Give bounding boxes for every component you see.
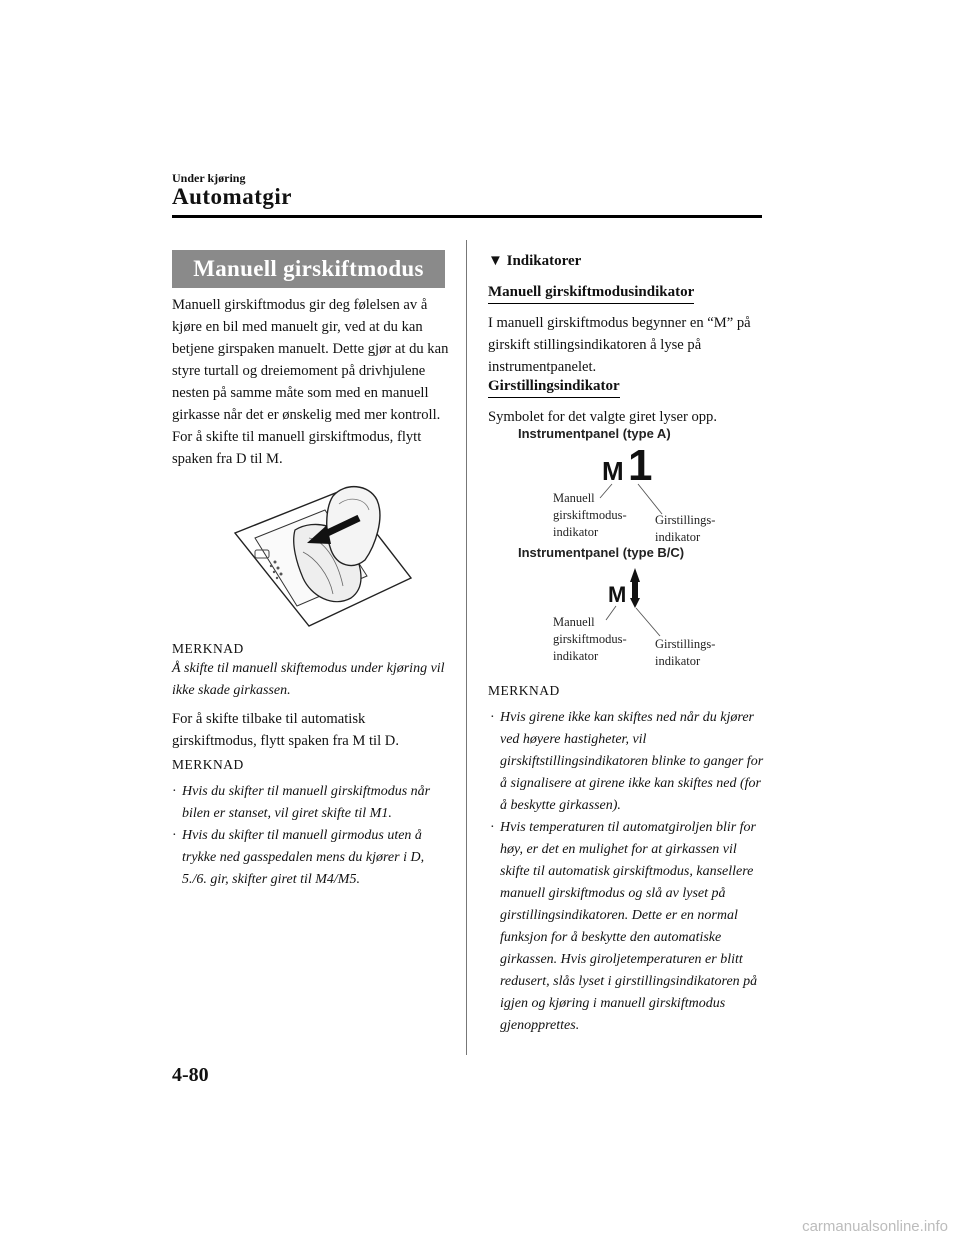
gear-lever-illustration xyxy=(225,478,415,636)
note-item: · Hvis du skifter til manuell girmodus uten å trykke ned gasspedalen mens du kjører i D, 5./6. gir, skifter giret til M4/M5. xyxy=(172,828,425,887)
instruction-paragraph: For å skifte til manuell girskiftmodus, flytt spaken fra D til M. xyxy=(172,429,422,467)
indicators-heading: ▼ Indikatorer xyxy=(488,253,582,269)
gear-digit: 1 xyxy=(628,441,653,490)
figure-a-right-label: Girstillings- indikator xyxy=(655,513,716,544)
chapter-title: Automatgir xyxy=(172,184,292,209)
note-heading-3: MERKNAD xyxy=(488,683,560,698)
section-banner: Manuell girskiftmodus xyxy=(172,250,445,288)
subheading-gear-indicator: Girstillingsindikator xyxy=(488,378,620,398)
figure-b-right-label: Girstillings- indikator xyxy=(655,637,716,668)
note-item: · Hvis du skifter til manuell girskiftmodus når bilen er stanset, vil giret skifte til M1. xyxy=(172,784,431,821)
manual-indicator-text: I manuell girskiftmodus begynner en “M” på girskift stillingsindikatoren å lyse på instrumentpanelet. xyxy=(488,315,751,375)
note-text-1: Å skifte til manuell skiftemodus under kjøring vil ikke skade girkassen. xyxy=(172,661,445,698)
figure-b-left-label: Manuell girskiftmodus- indikator xyxy=(553,615,627,663)
note-list-2 xyxy=(172,781,444,891)
note-heading-2: MERKNAD xyxy=(172,757,244,772)
note-item: · Hvis girene ikke kan skiftes ned når du kjører ved høyere hastigheter, vil girskiftstillingsindikatoren blinke to ganger for å signalisere at girene ikke kan skiftes ned (for å beskytte girkassen). xyxy=(490,710,764,813)
note-item: · Hvis temperaturen til automatgiroljen blir for høy, er det en mulighet for at girkassen vil skifte til automatisk girskiftmodus, kansellere manuell girskiftmodus og slå av lyset på girstillingsindikatoren. Dette er en normal funksjon for å beskytte den automatiske girkassen. Hvis giroljetemperaturen er blitt redusert, slås lyset i girstillingsindikatoren på igjen og kjøring i manuell girskiftmodus gjenopprettes. xyxy=(490,820,758,1033)
intro-paragraph: Manuell girskiftmodus gir deg følelsen av å kjøre en bil med manuelt gir, ved at du kan betjene girspaken manuelt. Dette gjør at du kan styre turtall og dreiemoment på drivhjulene nesten på samme måte som med en manuell girkasse når det er ønskelig med mer kontroll. xyxy=(172,297,449,423)
m-symbol: M xyxy=(608,582,627,607)
section-label: Under kjøring xyxy=(172,171,246,185)
up-down-arrows-icon xyxy=(630,568,640,608)
header-rule xyxy=(172,215,762,218)
watermark: carmanualsonline.info xyxy=(802,1218,948,1235)
gear-indicator-text: Symbolet for det valgte giret lyser opp. xyxy=(488,409,717,425)
m-symbol: M xyxy=(602,456,624,486)
figure-b-label: Instrumentpanel (type B/C) xyxy=(518,545,685,560)
note-list-3 xyxy=(490,707,765,1037)
triangle-down-icon: ▼ xyxy=(488,253,503,269)
figure-a-left-label: Manuell girskiftmodus- indikator xyxy=(553,491,627,539)
subheading-manual-indicator: Manuell girskiftmodusindikator xyxy=(488,284,694,304)
column-divider xyxy=(466,240,467,1055)
page-number: 4-80 xyxy=(172,1064,209,1086)
figure-a-label: Instrumentpanel (type A) xyxy=(518,426,671,441)
back-instruction-paragraph: For å skifte tilbake til automatisk girskiftmodus, flytt spaken fra M til D. xyxy=(172,711,399,749)
note-heading-1: MERKNAD xyxy=(172,641,244,656)
